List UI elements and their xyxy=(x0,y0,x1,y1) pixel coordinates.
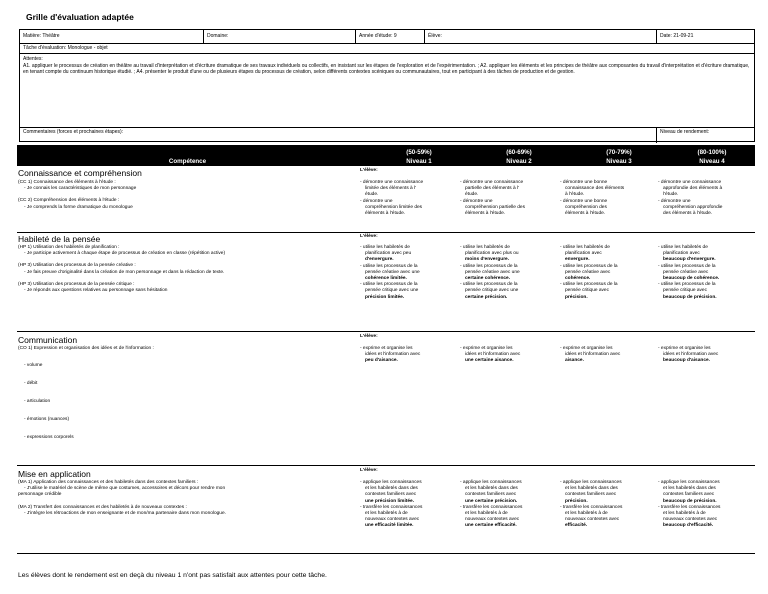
desc-line: planification avec peu xyxy=(365,251,412,257)
desc-line: pensée critique avec xyxy=(565,288,609,294)
desc-line: - démontre une xyxy=(658,198,691,204)
divider xyxy=(17,465,755,466)
desc-line: certaine précision. xyxy=(465,294,508,300)
hp-line: (HP 3) Utilisation des processus de la pensée créative : xyxy=(18,263,136,269)
desc-line: idées et l'information avec xyxy=(565,352,621,358)
desc-line: pensée critique avec une xyxy=(365,288,419,294)
desc-line: une certaine efficacité. xyxy=(465,523,517,529)
hp-level-3 xyxy=(560,245,652,301)
desc-line: - démontre une bonne xyxy=(560,180,608,185)
desc-line: - transfère les connaissances xyxy=(360,504,423,510)
desc-line: contextes familiers avec xyxy=(565,492,617,498)
level-4-range: (80-100%) xyxy=(697,149,727,156)
desc-line: aisance. xyxy=(565,358,584,364)
divider xyxy=(17,331,755,332)
domaine-cell: Domaine: xyxy=(204,30,356,43)
cc-line: (CC 2) Compréhension des éléments à l'étude : xyxy=(18,198,120,204)
ma-line: personnage crédible xyxy=(18,492,62,498)
commentaires-cell: Commentaires (forces et prochaines étapes): xyxy=(20,128,657,143)
ma-criteria xyxy=(18,480,226,517)
desc-line: pensée créative avec une xyxy=(365,269,420,275)
desc-line: limitée des éléments à l' xyxy=(365,186,417,192)
desc-line: étude. xyxy=(365,192,379,198)
desc-line: - utilise les processus de la xyxy=(560,263,618,269)
desc-line: - utilise les processus de la xyxy=(460,282,518,288)
level-3-name: Niveau 3 xyxy=(606,158,632,165)
desc-line: éléments à l'étude. xyxy=(565,211,606,217)
desc-line: - utilise les habiletés de xyxy=(560,245,610,250)
cc-level-1 xyxy=(360,180,452,217)
eleve-label-hp: L'élève: xyxy=(360,234,378,239)
desc-line: efficacité. xyxy=(565,523,588,529)
desc-line: pensée créative avec xyxy=(565,269,611,275)
desc-line: et les habiletés à de xyxy=(663,511,706,517)
desc-line: idées et l'information avec xyxy=(663,352,719,358)
hp-line: - Je réponds aux questions relatives au personnage sans hésitation xyxy=(24,288,168,294)
desc-line: - utilise les processus de la xyxy=(360,282,418,288)
desc-line: beaucoup de précision. xyxy=(663,498,717,504)
desc-line: - applique les connaissances xyxy=(360,480,422,485)
level-4-header xyxy=(669,148,755,166)
desc-line: approfondie des éléments à xyxy=(663,186,723,192)
desc-line: certaine cohérence. xyxy=(465,276,511,282)
ma-level-3 xyxy=(560,480,652,530)
desc-line: beaucoup d'envergure. xyxy=(663,257,716,263)
desc-line: et les habiletés à de xyxy=(465,511,508,517)
co-item: - débit xyxy=(24,381,38,386)
hp-line: - Je fais preuve d'originalité dans la création de mon personnage et dans la rédaction de texte. xyxy=(24,269,225,275)
desc-line: - applique les connaissances xyxy=(658,480,720,485)
level-2-header xyxy=(469,148,569,166)
desc-line: éléments à l'étude. xyxy=(365,211,406,217)
level-2-name: Niveau 2 xyxy=(506,158,532,165)
co-level-1 xyxy=(360,346,452,365)
eleve-cell: Élève: xyxy=(425,30,657,43)
desc-line: - utilise les processus de la xyxy=(658,263,716,269)
desc-line: - utilise les processus de la xyxy=(658,282,716,288)
competence-label: Compétence xyxy=(168,158,207,165)
desc-line: - démontre une connaissance xyxy=(460,180,524,185)
hp-criteria xyxy=(18,245,225,294)
desc-line: beaucoup de précision. xyxy=(663,294,717,300)
desc-line: connaissance des éléments xyxy=(565,186,625,192)
tache-row: Tâche d'évaluation: Monologue - objet xyxy=(20,43,754,54)
desc-line: peu d'aisance. xyxy=(365,358,398,364)
desc-line: nouveaux contextes avec xyxy=(663,517,718,523)
desc-line: précision limitée. xyxy=(365,294,405,300)
desc-line: pensée critique avec une xyxy=(465,288,519,294)
desc-line: cohérence. xyxy=(565,276,591,282)
desc-line: partielle des éléments à l' xyxy=(465,186,519,192)
desc-line: étude. xyxy=(465,192,479,198)
cc-line: (CC 1) Connaissance des éléments à l'étude : xyxy=(18,180,116,185)
attentes-text: A1. appliquer le processus de création en théâtre au travail d'interprétation et d'écriture dramatique de ses travaux individuels ou collectifs, en insistant sur les étapes de l'exploration et de l'expérimentation. ; A2. appliquer les éléments et les principes de théâtre aux composantes du travail d'interprétation et d'écriture dramatique, en tenant compte du continuum historique étudié. ; A4. présenter le produit d'une ou de plusieurs étapes du processus de création, selon différents contextes scéniques ou communautaires, tout en participant à des tâches de production et de gestion. xyxy=(23,62,750,75)
desc-line: - exprime et organise les xyxy=(658,346,711,351)
ma-level-2 xyxy=(460,480,552,530)
desc-line: compréhension limitée des xyxy=(365,204,423,210)
eleve-label-cc: L'élève: xyxy=(360,168,378,173)
ma-level-4 xyxy=(658,480,750,530)
level-1-name: Niveau 1 xyxy=(406,158,432,165)
level-3-header xyxy=(569,148,669,166)
desc-line: précision. xyxy=(565,498,588,504)
desc-line: planification avec xyxy=(663,251,700,257)
co-level-4 xyxy=(658,346,750,365)
desc-line: contextes familiers avec xyxy=(365,492,417,498)
desc-line: - utilise les processus de la xyxy=(560,282,618,288)
desc-line: compréhension partielle des xyxy=(465,204,525,210)
attentes-row xyxy=(20,54,754,128)
header-table xyxy=(19,29,755,142)
ma-line: - J'intègre les rétroactions de mon enseignante et de mon/ma partenaire dans mon monologue. xyxy=(24,510,226,516)
desc-line: - démontre une bonne xyxy=(560,198,608,204)
section-title-ma: Mise en application xyxy=(18,469,91,479)
desc-line: l'étude. xyxy=(663,192,679,198)
desc-line: idées et l'information avec xyxy=(365,352,421,358)
commentaires-row xyxy=(20,128,754,143)
section-title-hp: Habileté de la pensée xyxy=(18,234,101,244)
desc-line: compréhension des xyxy=(565,204,607,210)
co-item: - émotions (nuances) xyxy=(24,417,70,422)
desc-line: une précision limitée. xyxy=(365,498,415,504)
desc-line: - utilise les habiletés de xyxy=(658,245,708,250)
desc-line: nouveaux contextes avec xyxy=(365,517,420,523)
desc-line: - applique les connaissances xyxy=(560,480,622,485)
desc-line: et les habiletés dans des xyxy=(465,486,518,492)
desc-line: contextes familiers avec xyxy=(465,492,517,498)
desc-line: une certaine précision. xyxy=(465,498,518,504)
cc-level-2 xyxy=(460,180,552,217)
cc-line: - Je comprends la forme dramatique du monologue xyxy=(24,204,133,210)
desc-line: des éléments à l'étude. xyxy=(663,211,713,217)
ma-line: (MA 1) Application des connaissances et des habiletés dans des contextes familiers : xyxy=(18,480,199,485)
desc-line: et les habiletés dans des xyxy=(663,486,716,492)
co-item: - articulation xyxy=(24,399,51,404)
desc-line: cohérence limitée. xyxy=(365,276,407,282)
co-level-3 xyxy=(560,346,652,365)
eleve-label-ma: L'élève: xyxy=(360,468,378,473)
desc-line: planification avec xyxy=(565,251,602,257)
niveau-rendement-cell: Niveau de rendement: xyxy=(660,129,710,135)
desc-line: planification avec plus ou xyxy=(465,251,519,257)
desc-line: - transfère les connaissances xyxy=(460,504,523,510)
desc-line: pensée créative avec une xyxy=(465,269,520,275)
cc-level-4 xyxy=(658,180,750,217)
desc-line: et les habiletés à de xyxy=(565,511,608,517)
desc-line: d'envergure. xyxy=(365,257,394,263)
desc-line: précision. xyxy=(565,294,588,300)
footer-note: Les élèves dont le rendement est en deçà du niveau 1 n'ont pas satisfait aux attentes pour cette tâche. xyxy=(18,572,327,579)
matiere-cell: Matière: Théâtre xyxy=(20,30,204,43)
cc-criteria xyxy=(18,180,136,211)
level-3-range: (70-79%) xyxy=(606,149,632,156)
desc-line: - démontre une connaissance xyxy=(658,180,722,185)
desc-line: beaucoup de cohérence. xyxy=(663,276,720,282)
desc-line: - exprime et organise les xyxy=(560,346,613,351)
desc-line: éléments à l'étude. xyxy=(465,211,506,217)
ma-line: (MA 2) Transfert des connaissances et des habiletés à de nouveaux contextes : xyxy=(18,504,187,510)
co-line: (CO 1) Expression et organisation des idées et de l'information : xyxy=(18,346,154,351)
desc-line: - démontre une xyxy=(460,198,493,204)
desc-line: nouveaux contextes avec xyxy=(565,517,620,523)
level-1-range: (50-59%) xyxy=(406,149,432,156)
hp-level-4 xyxy=(658,245,750,301)
desc-line: beaucoup d'aisance. xyxy=(663,358,710,364)
annee-cell: Année d'étude: 9 xyxy=(356,30,425,43)
desc-line: envergure. xyxy=(565,257,590,263)
divider xyxy=(17,553,755,554)
desc-line: nouveaux contextes avec xyxy=(465,517,520,523)
desc-line: pensée critique avec xyxy=(663,288,707,294)
section-title-co: Communication xyxy=(18,335,78,345)
desc-line: - transfère les connaissances xyxy=(658,504,721,510)
desc-line: - utilise les habiletés de xyxy=(360,245,410,250)
co-level-2 xyxy=(460,346,552,365)
hp-level-2 xyxy=(460,245,552,301)
desc-line: et les habiletés dans des xyxy=(365,486,418,492)
desc-line: une efficacité limitée. xyxy=(365,523,414,529)
cc-line: - Je connais les caractéristiques de mon personnage xyxy=(24,186,137,192)
date-cell: Date: 21-09-21 xyxy=(660,33,694,39)
desc-line: - transfère les connaissances xyxy=(560,504,623,510)
level-1-header xyxy=(369,148,469,166)
hp-line: (HP 3) Utilisation des processus de la pensée critique : xyxy=(18,281,135,287)
desc-line: - démontre une connaissance xyxy=(360,180,424,185)
eleve-label-co: L'élève: xyxy=(360,334,378,339)
desc-line: une certaine aisance. xyxy=(465,358,514,364)
hp-line: - Je participe activement à chaque étape de processus de création en classe (répétition active) xyxy=(24,251,226,257)
desc-line: compréhension approfondie xyxy=(663,204,723,210)
desc-line: idées et l'information avec xyxy=(465,352,521,358)
page-title: Grille d'évaluation adaptée xyxy=(26,12,134,22)
ma-line: - J'utilise le matériel de scène de même que costumes, accessoires et décors pour rendre mon xyxy=(24,486,226,492)
ma-level-1 xyxy=(360,480,452,530)
desc-line: à l'étude. xyxy=(565,192,585,198)
level-2-range: (60-69%) xyxy=(506,149,532,156)
competence-header-band xyxy=(17,145,755,166)
section-title-cc: Connaissance et compréhension xyxy=(18,168,142,178)
desc-line: beaucoup d'efficacité. xyxy=(663,523,714,529)
desc-line: - applique les connaissances xyxy=(460,480,522,485)
co-criteria xyxy=(18,346,154,352)
desc-line: - exprime et organise les xyxy=(460,346,513,351)
level-4-name: Niveau 4 xyxy=(699,158,725,165)
desc-line: - utilise les habiletés de xyxy=(460,245,510,250)
desc-line: - utilise les processus de la xyxy=(360,263,418,269)
desc-line: contextes familiers avec xyxy=(663,492,715,498)
divider xyxy=(17,232,755,233)
attentes-label: Attentes: xyxy=(23,56,43,62)
co-item: - expressions corporels xyxy=(24,435,74,440)
desc-line: pensée créative avec xyxy=(663,269,709,275)
desc-line: - exprime et organise les xyxy=(360,346,413,351)
desc-line: - démontre une xyxy=(360,198,393,204)
desc-line: - utilise les processus de la xyxy=(460,263,518,269)
desc-line: moins d'envergure. xyxy=(465,257,510,263)
hp-line: (HP 1) Utilisation des habiletés de planification : xyxy=(18,245,120,250)
cc-level-3 xyxy=(560,180,652,217)
header-row-1 xyxy=(20,30,754,44)
desc-line: et les habiletés à de xyxy=(365,511,408,517)
co-item: - volume xyxy=(24,363,43,368)
desc-line: et les habiletés dans des xyxy=(565,486,618,492)
hp-level-1 xyxy=(360,245,452,301)
